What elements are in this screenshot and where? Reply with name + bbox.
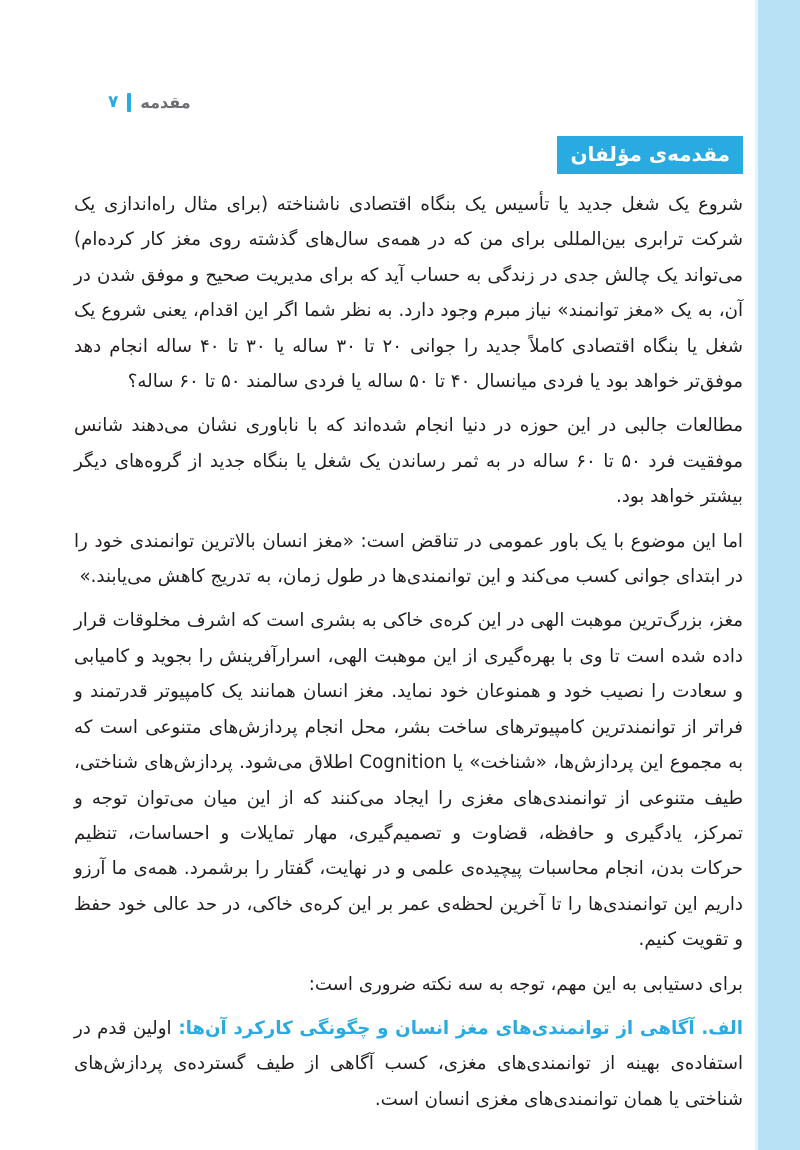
page-content [74,136,743,1117]
paragraph-brain-gift: مغز، بزرگ‌ترین موهبت الهی در این کره‌ی خاکی به بشری است که اشرف مخلوقات قرار داده شده است تا وی با بهره‌گیری از این موهبت الهی، اسرارآفرینش را بجوید و کامیابی و سعادت را نصیب خود و همنوعان خود نماید. مغز انسان همانند یک کامپیوتر قدرتمند و فراتر از توانمندترین کامپیوترهای ساخت بشر، محل انجام پردازش‌های متنوعی است که به مجموع این پردازش‌ها، «شناخت» یا Cognition اطلاق می‌شود. پردازش‌های شناختی، طیف متنوعی از توانمندی‌های مغزی را ایجاد می‌کنند که از این میان می‌توان توجه و تمرکز، یادگیری و حافظه، قضاوت و تصمیم‌گیری، مهار تمایلات و احساسات، تنظیم حرکات بدن، انجام محاسبات پیچیده‌ی علمی و در نهایت، گفتار را برشمرد. همه‌ی ما آرزو داریم این توانمندی‌ها را تا آخرین لحظه‌ی عمر بر این کره‌ی خاکی، در حد عالی خود حفظ و تقویت کنیم. [74,610,744,951]
paragraph-belief: اما این موضوع با یک باور عمومی در تناقض است: «مغز انسان بالاترین توانمندی خود را در ابتدای جوانی کسب می‌کند و این توانمندی‌ها در طول زمان، به تدریج کاهش می‌یابند.» [74,530,743,588]
paragraph-three-points: برای دستیابی به این مهم، توجه به سه نکته ضروری است: [308,973,743,995]
running-head [108,92,191,112]
body-text [74,187,743,1117]
header-divider [127,93,131,112]
page-edge-band [755,0,800,1150]
chapter-title: مقدمه [140,92,191,112]
paragraph-point-a [74,1011,743,1117]
paragraph-studies: مطالعات جالبی در این حوزه در دنیا انجام شده‌اند که با ناباوری نشان می‌دهند شانس موفقیت فرد ۵۰ تا ۶۰ ساله در به ثمر رساندن یک شغل یا بنگاه جدید از گروه‌های دیگر بیشتر خواهد بود. [74,415,743,508]
point-a-body: اولین قدم در استفاده‌ی بهینه از توانمندی‌های مغزی، کسب آگاهی از طیف گسترده‌ی پردازش‌های شناختی یا همان توانمندی‌های مغزی انسان است. [74,1017,743,1110]
paragraph-intro: شروع یک شغل جدید یا تأسیس یک بنگاه اقتصادی ناشناخته (برای مثال راه‌اندازی یک شرکت ترابری بین‌المللی برای من که در همه‌ی سال‌های گذشته روی مغز کار کرده‌ام) می‌تواند یک چالش جدی در زندگی به حساب آید که برای مدیریت صحیح و موفق شدن در آن، به یک «مغز توانمند» نیاز مبرم وجود دارد. به نظر شما اگر این اقدام، یعنی شروع یک شغل یا بنگاه اقتصادی کاملاً جدید را جوانی ۲۰ تا ۳۰ ساله یا ۳۰ تا ۴۰ ساله انجام دهد موفق‌تر خواهد بود یا فردی میانسال ۴۰ تا ۵۰ ساله یا فردی سالمند ۵۰ تا ۶۰ ساله؟ [74,194,743,393]
page-number: ٧ [108,92,119,112]
point-a-lead: الف. آگاهی از توانمندی‌های مغز انسان و چگونگی کارکرد آن‌ها: [171,1017,743,1039]
section-heading: مقدمه‌ی مؤلفان [557,136,743,174]
